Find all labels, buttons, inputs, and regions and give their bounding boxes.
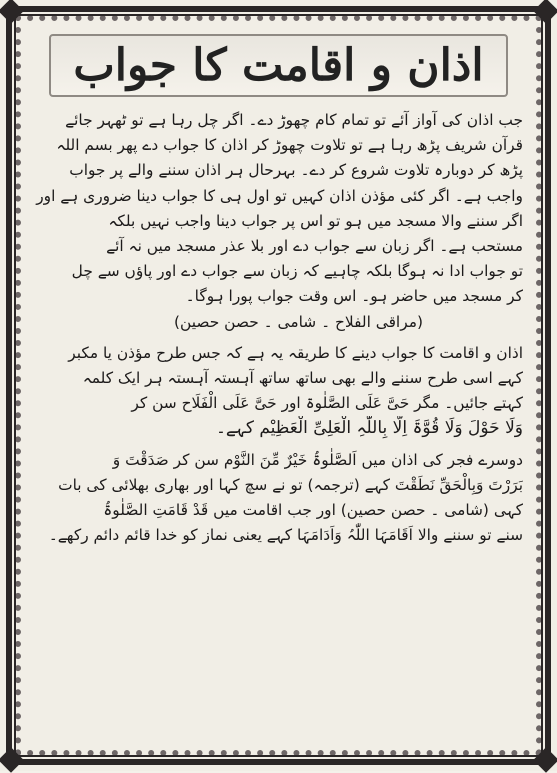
title-box	[49, 34, 507, 97]
paragraph-line: پڑھ کر دوبارہ تلاوت شروع کر دے۔ بہرحال ہر اذان سننے والے پر جواب	[69, 161, 523, 180]
paragraph-line: کہے اسی طرح سننے والے بھی ساتھ ساتھ آہستہ آہستہ ہر ایک کلمہ	[82, 369, 523, 388]
article-body	[34, 108, 523, 741]
title-banner	[26, 26, 531, 104]
paragraph-line: کر مسجد میں حاضر ہو۔ اس وقت جواب پورا ہوگا۔	[185, 287, 523, 306]
paragraph-line: بَرَرْتَ وَبِالْحَقِّ نَطَقْتَ کہے (ترجمہ) تو نے سچ کہا اور بھاری بھلائی کی بات	[58, 475, 523, 494]
citation: (مراقی الفلاح ۔ شامی ۔ حصن حصین)	[174, 312, 423, 331]
paragraph-line: تو جواب ادا نہ ہوگا بلکہ چاہیے کہ زبان سے جواب دے اور پاؤں سے چل	[71, 262, 523, 281]
paragraph-line: واجب ہے۔ اگر کئی مؤذن اذان کہیں تو اول ہی کا جواب دینا ضروری ہے اور	[36, 186, 523, 205]
page-title: اذان و اقامت کا جواب	[73, 39, 484, 91]
paragraph-line: اگر سننے والا مسجد میں ہو تو اس پر جواب دینا واجب نہیں بلکہ	[108, 211, 523, 230]
paragraph-line: جب اذان کی آواز آئے تو تمام کام چھوڑ دے۔ اگر چل رہا ہے تو ٹھہر جائے	[65, 111, 523, 129]
paragraph-line: کہتے جائیں۔ مگر حَیَّ عَلَی الصَّلٰوۃ اور حَیَّ عَلَی الْفَلَاح سن کر	[131, 394, 523, 413]
paragraph-line: دوسرے فجر کی اذان میں اَلصَّلٰوۃُ خَیْرٌ مِّنَ النَّوْم سن کر صَدَقْتَ وَ	[112, 450, 523, 469]
paragraph-line: اذان و اقامت کا جواب دینے کا طریقہ یہ ہے کہ جس طرح مؤذن یا مکبر	[68, 343, 523, 362]
paragraph-line: کہی (شامی ۔ حصن حصین) اور جب اقامت میں قَدْ قَامَتِ الصَّلٰوۃُ	[103, 501, 523, 520]
paragraph-line: سنے تو سننے والا اَقَامَہَا اللّٰہُ وَاَدَامَہَا کہے یعنی نماز کو خدا قائم دائم رکھے۔	[48, 526, 523, 545]
paragraph-line: مستحب ہے۔ اگر زبان سے جواب دے اور بلا عذر مسجد میں نہ آئے	[106, 237, 523, 256]
arabic-dua-line: وَلَا حَوْلَ وَلَا قُوَّۃَ اِلَّا بِاللّٰہِ الْعَلِیِّ الْعَظِیْم کہے۔	[215, 418, 523, 439]
paragraph-line: قرآن شریف پڑھ رہا ہے تو تلاوت چھوڑ کر اذان کا جواب دے پھر بسم اللہ	[56, 136, 523, 155]
